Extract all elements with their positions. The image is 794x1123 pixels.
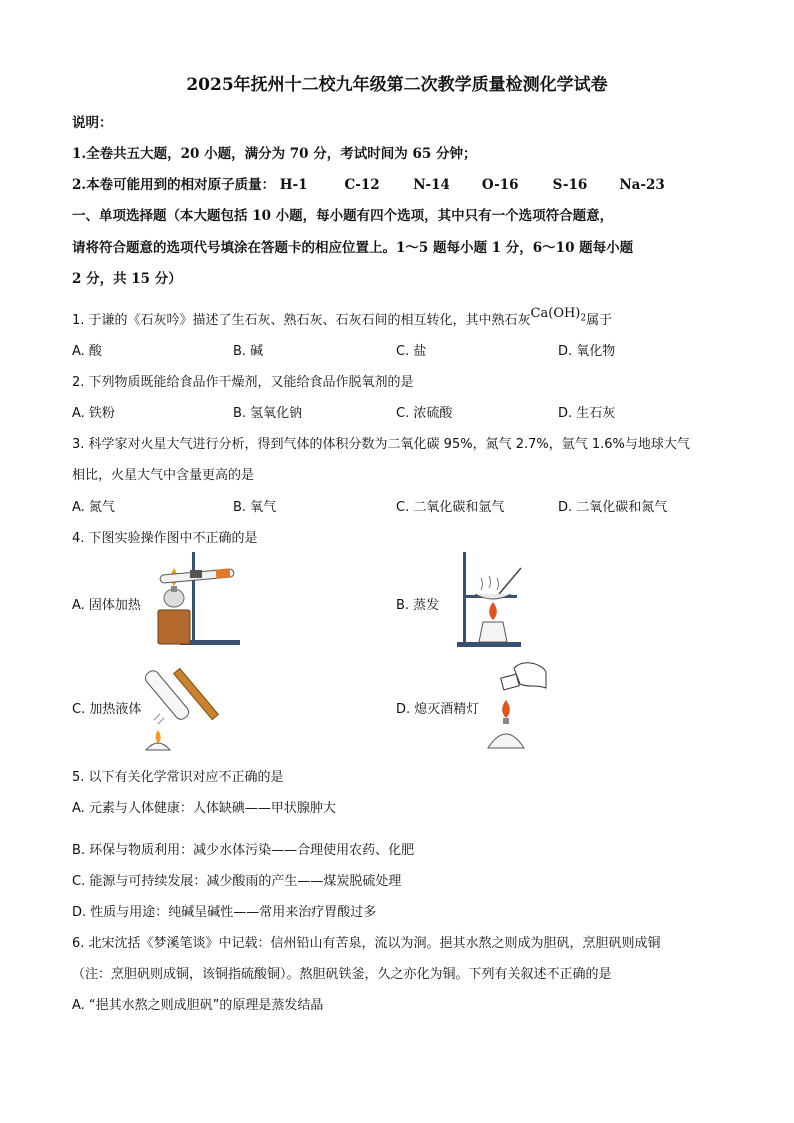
q3-option-c[interactable]: C. 二氧化碳和氩气 — [396, 500, 505, 515]
note-1: 1.全卷共五大题，20 小题，满分为 70 分，考试时间为 65 分钟； — [72, 146, 477, 162]
question-1-text: 1. 于谦的《石灰吟》描述了生石灰、熟石灰、石灰石间的相互转化，其中熟石灰 — [72, 313, 531, 328]
q2-option-d[interactable]: D. 生石灰 — [558, 406, 616, 421]
atomic-mass: Na-23 — [619, 177, 665, 193]
note-2-prefix: 2.本卷可能用到的相对原子质量： — [72, 177, 276, 193]
formula-subscript: 2 — [580, 313, 587, 324]
atomic-mass: O-16 — [481, 177, 519, 193]
section-1-instructions: 请将符合题意的选项代号填涂在答题卡的相应位置上。1～5 题每小题 1 分，6～10 题每小题 — [72, 240, 634, 256]
q3-option-d[interactable]: D. 二氧化碳和氮气 — [558, 500, 668, 515]
q4-option-c[interactable]: C. 加热液体 — [72, 702, 142, 717]
question-2-stem: 2. 下列物质既能给食品作干燥剂，又能给食品作脱氧剂的是 — [72, 375, 414, 390]
section-1-points: 2 分，共 15 分） — [72, 271, 182, 287]
atomic-mass: S-16 — [552, 177, 588, 193]
q2-option-c[interactable]: C. 浓硫酸 — [396, 406, 453, 421]
note-2 — [72, 173, 665, 193]
calcium-hydroxide-formula — [530, 306, 587, 324]
extinguish-lamp-figure — [484, 658, 548, 750]
heating-liquid-figure — [140, 660, 230, 752]
atomic-mass: C-12 — [344, 177, 380, 193]
q4-option-a[interactable]: A. 固体加热 — [72, 598, 141, 613]
q3-option-b[interactable]: B. 氧气 — [233, 500, 277, 515]
question-1-text-end: 属于 — [586, 313, 613, 328]
question-4-stem: 4. 下图实验操作图中不正确的是 — [72, 531, 258, 546]
question-1-stem — [72, 306, 613, 331]
q3-option-a[interactable]: A. 氮气 — [72, 500, 115, 515]
exam-title: 2025年抚州十二校九年级第二次教学质量检测化学试卷 — [186, 75, 608, 95]
q5-option-a[interactable]: A. 元素与人体健康：人体缺碘——甲状腺肿大 — [72, 801, 336, 816]
q4-option-d[interactable]: D. 熄灭酒精灯 — [396, 702, 480, 717]
q4-option-b[interactable]: B. 蒸发 — [396, 598, 440, 613]
q2-option-b[interactable]: B. 氢氧化钠 — [233, 406, 303, 421]
question-3-stem: 3. 科学家对火星大气进行分析，得到气体的体积分数为二氧化碳 95%，氮气 2.7%，氩气 1.6%与地球大气 — [72, 437, 690, 452]
q5-option-d[interactable]: D. 性质与用途：纯碱呈碱性——常用来治疗胃酸过多 — [72, 905, 377, 920]
question-6-stem: 6. 北宋沈括《梦溪笔谈》中记载：信州铅山有苦泉，流以为涧。挹其水熬之则成为胆矾，烹胆矾则成铜 — [72, 936, 661, 951]
atomic-mass: H-1 — [279, 177, 308, 193]
q1-option-a[interactable]: A. 酸 — [72, 344, 102, 359]
evaporation-figure — [455, 550, 527, 650]
q6-option-a[interactable]: A. “挹其水熬之则成胆矾”的原理是蒸发结晶 — [72, 998, 324, 1013]
question-3-stem-cont: 相比，火星大气中含量更高的是 — [72, 468, 255, 483]
question-6-stem-cont: （注：烹胆矾则成铜，该铜指硫酸铜）。熬胆矾铁釜，久之亦化为铜。下列有关叙述不正确的是 — [72, 967, 612, 982]
formula-main: Ca(OH) — [530, 306, 581, 321]
question-5-stem: 5. 以下有关化学常识对应不正确的是 — [72, 770, 284, 785]
q1-option-d[interactable]: D. 氧化物 — [558, 344, 616, 359]
q5-option-c[interactable]: C. 能源与可持续发展：减少酸雨的产生——煤炭脱硫处理 — [72, 874, 402, 889]
q1-option-c[interactable]: C. 盐 — [396, 344, 427, 359]
solid-heating-figure — [150, 548, 242, 650]
notes-heading: 说明： — [72, 115, 113, 131]
atomic-mass: N-14 — [413, 177, 450, 193]
q2-option-a[interactable]: A. 铁粉 — [72, 406, 115, 421]
q5-option-b[interactable]: B. 环保与物质利用：减少水体污染——合理使用农药、化肥 — [72, 843, 415, 858]
section-1-heading: 一、单项选择题（本大题包括 10 小题，每小题有四个选项，其中只有一个选项符合题意， — [72, 208, 614, 224]
q1-option-b[interactable]: B. 碱 — [233, 344, 264, 359]
